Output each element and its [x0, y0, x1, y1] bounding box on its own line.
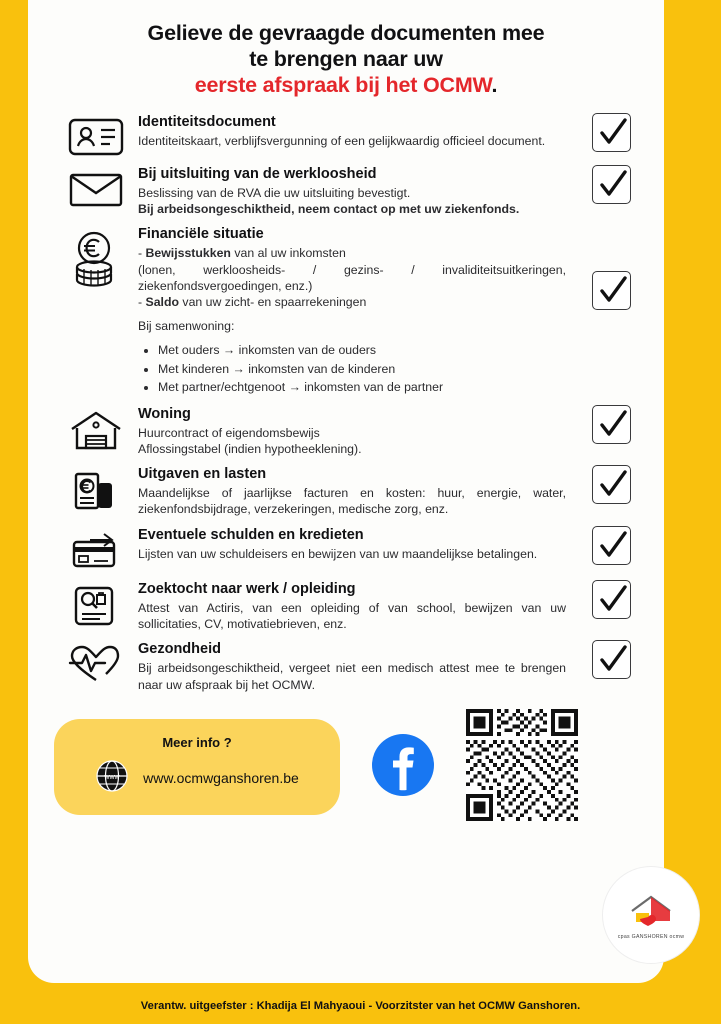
list-item: • Met partner/echtgenoot → inkomsten van de partner — [158, 378, 566, 396]
item-title: Bij uitsluiting van de werkloosheid — [138, 165, 377, 182]
checkbox-cell — [580, 113, 642, 152]
house-icon — [54, 405, 138, 453]
envelope-icon — [54, 165, 138, 209]
facebook-icon[interactable] — [372, 734, 434, 801]
coins-euro-icon — [54, 225, 138, 291]
checkbox-cell — [580, 640, 642, 679]
item-body — [138, 245, 566, 310]
item-body: Beslissing van de RVA die uw uitsluiting bevestigt. — [138, 185, 411, 200]
checkbox-cell — [580, 225, 642, 310]
item-title: Financiële situatie — [138, 226, 264, 243]
checkbox-debts[interactable] — [592, 526, 631, 565]
finance-line2: (lonen, werkloosheids- / gezins- / invaliditeitsuitkeringen, ziekenfondsvergoedingen, enz.) — [138, 262, 566, 293]
title-line-3-end: . — [491, 73, 498, 98]
item-body-bold: Bij arbeidsongeschiktheid, neem contact op met uw ziekenfonds. — [138, 202, 520, 216]
checkbox-cell — [580, 580, 642, 619]
checkbox-health[interactable] — [592, 640, 631, 679]
item-body: Bij arbeidsongeschiktheid, vergeet niet een medisch attest mee te brengen naar uw afspraak bij het OCMW. — [138, 661, 566, 692]
checkbox-cell — [580, 465, 642, 504]
checkbox-job-search[interactable] — [592, 580, 631, 619]
checklist-item-housing — [28, 405, 664, 458]
qr-code[interactable] — [466, 709, 578, 826]
title-line-3-red: eerste afspraak bij het OCMW — [194, 73, 492, 98]
checklist-item-expenses — [28, 465, 664, 518]
checklist-item-job-search — [28, 580, 664, 633]
finance-sub-intro: Bij samenwoning: — [138, 319, 235, 334]
finance-line3-post: van uw zicht- en spaarrekeningen — [179, 295, 367, 309]
finance-line3-bold: Saldo — [145, 295, 179, 309]
item-title: Gezondheid — [138, 641, 221, 658]
credit-card-icon — [54, 526, 138, 572]
finance-sublist — [138, 341, 566, 396]
more-info-title: Meer info ? — [162, 734, 232, 750]
finance-line1-pre: - — [138, 246, 146, 261]
checklist-item-health — [28, 640, 664, 693]
checklist-item-finance — [28, 225, 664, 396]
item-title: Uitgaven en lasten — [138, 466, 267, 483]
checkbox-cell — [580, 405, 642, 444]
legal-footer: Verantw. uitgeefster : Khadija El Mahyaoui - Voorzitster van het OCMW Ganshoren. — [140, 1000, 581, 1012]
checkbox-finance[interactable] — [592, 271, 631, 310]
page-title — [28, 0, 664, 99]
item-title: Identiteitsdocument — [138, 113, 276, 130]
checklist-item-debts — [28, 526, 664, 572]
poster — [28, 0, 685, 983]
footer-section — [28, 701, 664, 826]
checkbox-housing[interactable] — [592, 405, 631, 444]
checkbox-cell — [580, 165, 642, 204]
checkbox-identity[interactable] — [592, 113, 631, 152]
checklist — [28, 113, 664, 693]
finance-line1-post: van al uw inkomsten — [230, 246, 346, 261]
item-body: Attest van Actiris, van een opleiding of van school, bewijzen van uw sollicitaties, CV, motivatiebrieven, enz. — [138, 600, 566, 631]
item-body: Maandelijkse of jaarlijkse facturen en kosten: huur, energie, water, ziekenfondsbijdrage, verzekeringen, medische zorg, enz. — [138, 486, 566, 517]
finance-line3-pre: - — [138, 295, 146, 309]
checkbox-expenses[interactable] — [592, 465, 631, 504]
item-body: Identiteitskaart, verblijfsvergunning of een gelijkwaardig officieel document. — [138, 133, 546, 148]
checkbox-cell — [580, 526, 642, 565]
item-title: Woning — [138, 405, 191, 422]
item-body: Huurcontract of eigendomsbewijs — [138, 425, 320, 440]
title-line-1: Gelieve de gevraagde documenten mee — [147, 21, 545, 45]
list-item: • Met ouders → inkomsten van de ouders — [158, 341, 566, 359]
item-title: Eventuele schulden en kredieten — [138, 526, 364, 543]
checklist-item-unemployment — [28, 165, 664, 218]
item-body-2: Aflossingstabel (indien hypotheeklening). — [138, 441, 362, 456]
id-card-icon — [54, 113, 138, 157]
checkbox-unemployment[interactable] — [592, 165, 631, 204]
item-body: Lijsten van uw schuldeisers en bewijzen van uw maandelijkse betalingen. — [138, 546, 538, 561]
job-search-icon — [54, 580, 138, 628]
website-link[interactable]: www.ocmwganshoren.be — [143, 770, 299, 787]
item-title: Zoektocht naar werk / opleiding — [138, 580, 356, 597]
globe-icon — [95, 759, 129, 798]
finance-line1-bold: Bewijsstukken — [145, 246, 231, 261]
globe-text: www — [104, 773, 120, 781]
euro-bill-icon — [54, 465, 138, 513]
ocmw-logo — [603, 867, 699, 963]
heartbeat-icon — [54, 640, 138, 684]
logo-caption: cpas GANSHOREN ocmw — [617, 933, 685, 940]
checklist-item-identity — [28, 113, 664, 157]
title-line-2: te brengen naar uw — [249, 47, 443, 72]
more-info-box — [54, 719, 340, 815]
list-item: • Met kinderen → inkomsten van de kinderen — [158, 360, 566, 378]
